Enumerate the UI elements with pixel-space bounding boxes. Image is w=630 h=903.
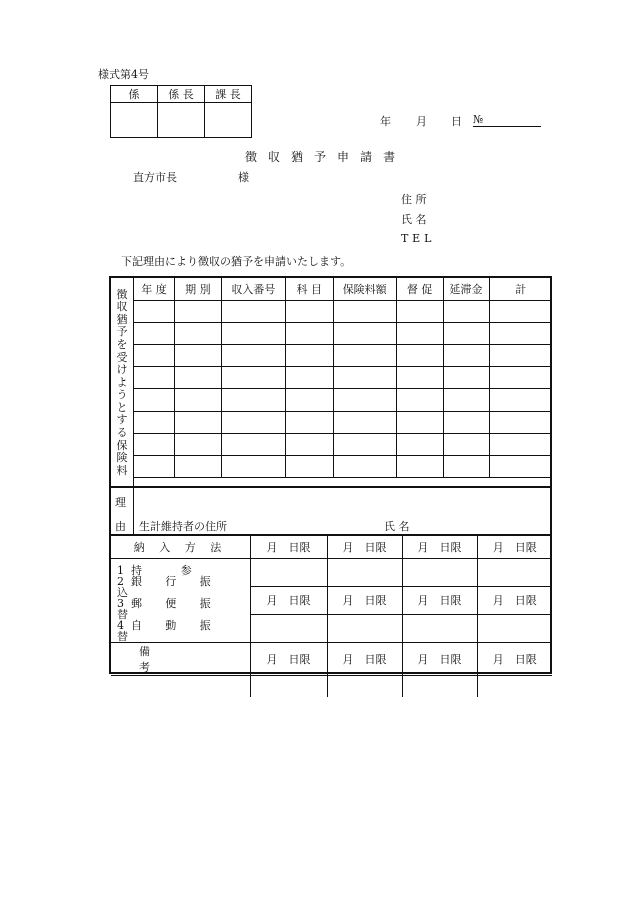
date-day: 日 bbox=[451, 115, 462, 128]
application-table bbox=[109, 276, 552, 674]
date-year: 年 bbox=[380, 115, 391, 128]
remarks-header: 備 考 bbox=[111, 642, 250, 675]
table-header-row bbox=[134, 278, 553, 300]
reason-label: 理 由 bbox=[111, 488, 134, 536]
amount-cell[interactable] bbox=[402, 614, 477, 642]
form-number: 様式第4号 bbox=[98, 68, 149, 81]
amount-cell[interactable] bbox=[250, 558, 327, 586]
guardian-address-label: 生計維持者の住所 bbox=[139, 518, 349, 535]
payment-method-item[interactable]: 1 持 参 bbox=[117, 563, 210, 577]
number-field[interactable] bbox=[473, 113, 541, 127]
table-row[interactable] bbox=[134, 322, 553, 344]
applicant-name-label: 氏 名 bbox=[401, 213, 427, 226]
payment-method-item[interactable]: 2 銀 行 振 込 bbox=[117, 574, 221, 599]
column-header: 計 bbox=[489, 278, 552, 300]
deadline-cell[interactable]: 月 日限 bbox=[477, 642, 552, 675]
column-header: 科 目 bbox=[285, 278, 333, 300]
amount-cell[interactable] bbox=[477, 558, 552, 586]
column-header: 保険料額 bbox=[333, 278, 396, 300]
amount-cell[interactable] bbox=[477, 614, 552, 642]
table-row[interactable] bbox=[134, 367, 553, 389]
deadline-cell[interactable]: 月 日限 bbox=[402, 535, 477, 558]
payment-methods-list bbox=[111, 558, 250, 642]
date-month: 月 bbox=[416, 115, 427, 128]
guardian-name-field[interactable] bbox=[384, 518, 512, 535]
deadline-cell[interactable]: 月 日限 bbox=[327, 586, 402, 614]
stamp-cell[interactable] bbox=[158, 103, 205, 138]
amount-cell[interactable] bbox=[402, 675, 477, 697]
deadline-cell[interactable]: 月 日限 bbox=[327, 535, 402, 558]
request-text: 下記理由により徴収の猶予を申請いたします。 bbox=[121, 255, 352, 268]
premium-side-label: 徴 収 猶 予 を 受 け よ う と す る 保 険 料 bbox=[111, 278, 134, 488]
remarks-field[interactable] bbox=[111, 675, 250, 697]
table-row[interactable] bbox=[134, 411, 553, 433]
amount-cell[interactable] bbox=[250, 614, 327, 642]
table-row[interactable] bbox=[134, 456, 553, 478]
column-header: 延滞金 bbox=[443, 278, 489, 300]
amount-cell[interactable] bbox=[250, 675, 327, 697]
amount-cell[interactable] bbox=[327, 558, 402, 586]
stamp-cell[interactable] bbox=[205, 103, 252, 138]
amount-cell[interactable] bbox=[327, 614, 402, 642]
amount-cell[interactable] bbox=[477, 675, 552, 697]
guardian-address-field[interactable] bbox=[139, 518, 349, 535]
document-title: 徴 収 猶 予 申 請 書 bbox=[245, 150, 399, 164]
stamp-cell[interactable] bbox=[111, 103, 158, 138]
amount-cell[interactable] bbox=[402, 558, 477, 586]
premium-grid bbox=[133, 278, 552, 478]
deadline-cell[interactable]: 月 日限 bbox=[250, 586, 327, 614]
deadline-cell[interactable]: 月 日限 bbox=[402, 586, 477, 614]
deadline-cell[interactable]: 月 日限 bbox=[477, 586, 552, 614]
column-header: 督 促 bbox=[396, 278, 443, 300]
addressee-honorific: 様 bbox=[238, 171, 249, 184]
stamp-header: 係 bbox=[111, 86, 158, 103]
applicant-tel-label: TEL bbox=[401, 232, 436, 245]
payment-method-header: 納 入 方 法 bbox=[111, 535, 250, 558]
guardian-name-label: 氏 名 bbox=[384, 518, 512, 535]
column-header: 収入番号 bbox=[221, 278, 285, 300]
payment-section bbox=[111, 534, 552, 697]
applicant-address-label: 住 所 bbox=[401, 193, 427, 206]
deadline-cell[interactable]: 月 日限 bbox=[402, 642, 477, 675]
deadline-cell[interactable]: 月 日限 bbox=[250, 535, 327, 558]
stamp-header: 課 長 bbox=[205, 86, 252, 103]
number-label: № bbox=[473, 113, 484, 126]
reason-section bbox=[111, 486, 550, 536]
approval-stamp-box bbox=[110, 85, 252, 138]
amount-cell[interactable] bbox=[327, 675, 402, 697]
stamp-header: 係 長 bbox=[158, 86, 205, 103]
table-row[interactable] bbox=[134, 389, 553, 411]
table-row[interactable] bbox=[134, 345, 553, 367]
deadline-cell[interactable]: 月 日限 bbox=[250, 642, 327, 675]
column-header: 期 別 bbox=[174, 278, 221, 300]
deadline-cell[interactable]: 月 日限 bbox=[477, 535, 552, 558]
table-row[interactable] bbox=[134, 300, 553, 322]
column-header: 年 度 bbox=[134, 278, 175, 300]
payment-method-item[interactable]: 4 自 動 振 替 bbox=[117, 618, 221, 643]
addressee-name: 直方市長 bbox=[133, 171, 177, 184]
deadline-cell[interactable]: 月 日限 bbox=[327, 642, 402, 675]
payment-method-item[interactable]: 3 郵 便 振 替 bbox=[117, 596, 221, 621]
table-row[interactable] bbox=[134, 433, 553, 455]
